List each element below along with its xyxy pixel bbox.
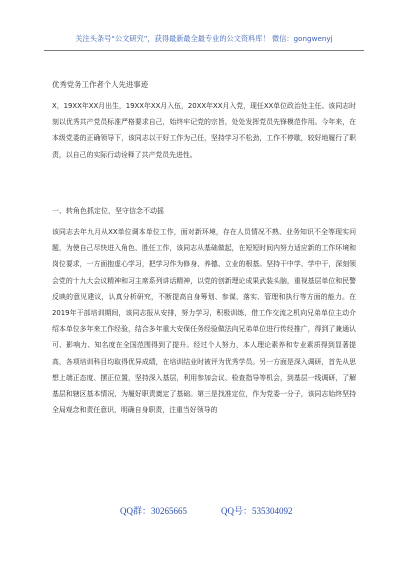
footer-contact (120, 504, 320, 517)
footer-qq-group: QQ群：30265665 (120, 506, 187, 516)
document-title: 优秀党务工作者个人先进事迹 (52, 80, 149, 89)
intro-paragraph: X，19XX年XX月出生，19XX年XX月入伍，20XX年XX月入党，现任XX单位政治处主任。该同志时刻以优秀共产党员标准严格要求自己，始终牢记党的宗旨，处处发挥党员先锋模范作用。今年来，在本级党委的正确领导下，该同志以干好工作为己任，坚持学习不松劲，工作不停歇，较好地履行了职责，以自己的实际行动诠释了共产党员先进性。 (52, 102, 356, 159)
header-banner-text: 关注头条号“公文研究”，获得最新最全最专业的公文资料库！ 微信：gongwenyj (75, 34, 333, 43)
header-banner (44, 28, 364, 51)
footer-qq-number: QQ号：535304092 (221, 506, 293, 516)
section-heading: 一、转角色抓定位，坚守信念不动摇 (52, 207, 164, 215)
section-body-paragraph: 该同志去年九月从XX单位调本单位工作，面对新环境，存在人员情况不熟、业务知识不全等现实问题，为使自己尽快进入角色、胜任工作，该同志从基础做起，在短短时间内努力适应新的工作环境和岗位要求，一方面抱虚心学习，把学习作为修身、养德、立业的根基。坚持干中学、学中干，深刻领会党的十九大会议精神和习主席系列讲话精神，以党的创新理论成果武装头脑，重视基层单位和民警反映的意见建议，认真分析研究，不断提高自身筹划、参谋、落实、管理和执行等方面的能力。在2019年干部培训期间，该同志报从安排，努力学习，积极训练，借工作交流之机向兄弟单位主动介绍本单位多年来工作经验，结合多年重大安保任务经验做法向兄弟单位进行传经推广，得到了兼通认可、影响力、知名度在全国范围得到了提升。经过个人努力，本人理论素养和专业素质得到显著提高，各项培训科目均取得优异成绩，在培训结业时被评为优秀学员。另一方面是深入调研，首先从思想上端正态度、摆正位置，坚持深入基层，利用参加会议、检查指导等机会，到基层一线调研，了解基层和辖区基本情况，为履好职责奠定了基础。第三是找准定位，作为党委一分子，该同志始终坚持全局观念和责任意识，明确自身职责，注重当好领导的 (52, 228, 356, 415)
